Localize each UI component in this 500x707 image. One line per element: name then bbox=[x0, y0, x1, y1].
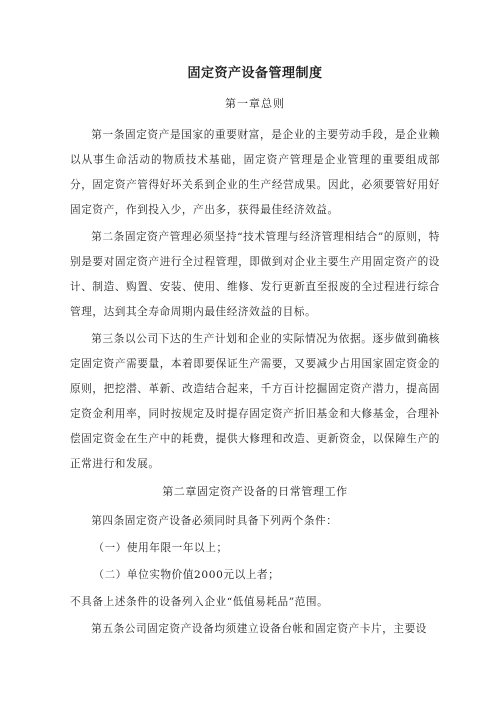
condition-item-2: （二）单位实物价值2000元以上者； bbox=[93, 569, 280, 581]
chapter-heading-1: 第一章总则 bbox=[225, 97, 285, 110]
article-1: 第一条固定资产是国家的重要财富，是企业的主要劳动手段，是企业赖以从事生命活动的物质技术基础，固定资产管理是企业管理的重要组成部分，固定资产管得好坏关系到企业的生产经营成果。因此，必须要管好用好固定资产，作到投入少，产出多，获得最佳经济效益。 bbox=[70, 129, 440, 216]
article-5: 第五条公司固定资产设备均须建立设备台帐和固定资产卡片，主要设 bbox=[91, 623, 427, 635]
article-4: 第四条固定资产设备必须同时具备下列两个条件： bbox=[91, 515, 338, 527]
exclusion-note: 不具备上述条件的设备列入企业“低值易耗品”范围。 bbox=[70, 596, 329, 608]
document-title: 固定资产设备管理制度 bbox=[187, 66, 323, 81]
article-2: 第二条固定资产管理必须坚持“技术管理与经济管理相结合”的原则，特别是要对固定资产进行全过程管理，即做到对企业主要生产用固定资产的设计、制造、购置、安装、使用、维修、发行更新直至报废的全过程进行综合管理，达到其全寿命周期内最佳经济效益的目标。 bbox=[70, 231, 440, 318]
article-3: 第三条以公司下达的生产计划和企业的实际情况为依据。逐步做到确核定固定资产需要量，本着即要保证生产需要，又要减少占用国家固定资金的原则，把挖潜、革新、改造结合起来，千方百计挖掘固定资产潜力，提高固定资金利用率，同时按规定及时提存固定资产折旧基金和大修基金，合理补偿固定资金在生产中的耗费，提供大修理和改造、更新资金，以保障生产的正常进行和发展。 bbox=[70, 333, 440, 470]
chapter-heading-2: 第二章固定资产设备的日常管理工作 bbox=[162, 485, 348, 498]
condition-item-1: （一）使用年限一年以上； bbox=[93, 542, 228, 554]
